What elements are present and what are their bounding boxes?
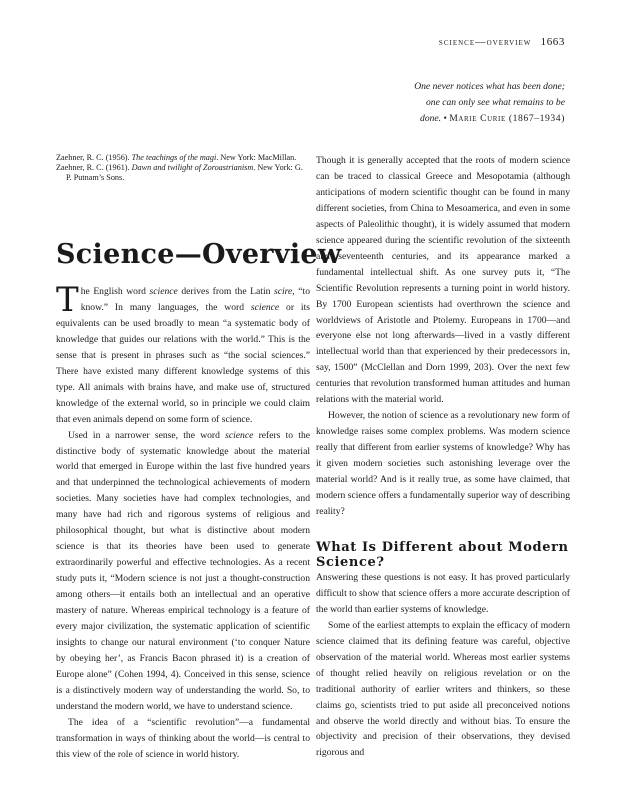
reference-list (56, 153, 310, 183)
page-number: 1663 (540, 36, 565, 48)
paragraph: Some of the earliest attempts to explain the efficacy of modern science claimed that its defining feature was careful, objective observation of the material world. Whereas most earlier systems of thought relied heavily on religious revelation or on the traditional authority of earlier writers and thinkers, so these claims go, scientists tried to put aside all preconceived notions and observe the world directly and without bias. To ensure the objectivity and precision of their observations, they devised rigorous and (316, 619, 570, 759)
reference-entry: Zaehner, R. C. (1956). The teachings of the magi. New York: MacMillan. (56, 153, 297, 162)
article-title: Science—Overview (56, 239, 342, 270)
bullet-separator: • (443, 113, 447, 124)
epigraph-author: Marie Curie (1867–1934) (449, 113, 565, 124)
paragraph: Though it is generally accepted that the roots of modern science can be traced to classical Greece and Mesopotamia (although anticipations of modern scientific thought can be found in many different societies, from China to Mesoamerica, and even in some aspects of Paleolithic thought), it is widely assumed that modern science appeared during the scientific revolution of the sixteenth and seventeenth centuries, and its appearance marked a fundamental intellectual shift. As one survey puts it, “The Scientific Revolution represents a turning point in world history. By 1700 European scientists had overthrown the science and worldviews of Aristotle and Ptolemy. Europeans in 1700—and everyone else not long afterwards—lived in a vastly different intellectual world than that experienced by their predecessors in, say, 1500” (McClellan and Dorn 1999, 203). Over the next few centuries that revolution transformed human attitudes and human relations with the material world. (316, 155, 570, 406)
left-column (56, 153, 342, 763)
drop-cap: T (56, 280, 79, 320)
running-title: science—overview (438, 37, 532, 48)
paragraph: Used in a narrower sense, the word science refers to the distinctive body of systematic knowledge about the material world that emerged in Europe within the last five hundred years and that underpinned the technological achievements of modern societies. Many societies have had complex technologies, and many have had rich and rigorous systems of religious and philosophical thought, but what is distinctive about modern science is that its theories have been used to generate extraordinarily powerful and effective technologies. As a recent study puts it, “Modern science is not just a thought-construction among others—it entails both an intellectual and an operative mastery of nature. Whereas empirical technology is a feature of every major civilization, the systematic application of scientific insights to change our natural environment (‘to conquer Nature by obeying her’, as Francis Bacon phrased it) is a creation of Europe alone” (Cohen 1994, 4). Conceived in this sense, science is a distinctively modern way of understanding the world. So, to understand the modern world, we have to understand science. (56, 429, 310, 712)
paragraph: Answering these questions is not easy. It has proved particularly difficult to show that science offers a more accurate description of the world than earlier systems of knowledge. (316, 571, 570, 615)
right-column (316, 153, 570, 761)
epigraph-attribution (265, 111, 565, 127)
paragraph: The English word science derives from the Latin scire, “to know.” In many languages, the word science or its equivalents can be used broadly to mean “a systematic body of knowledge that guides our relations with the world.” This is the sense that is present in phrases such as “the social sciences.” There have existed many different knowledge systems of this type. All animals with brains have, and make use of, structured knowledge of the external world, so in principle we could claim that even animals depend on some form of science. (56, 280, 311, 425)
section-heading: What Is Different about Modern Science? (316, 539, 569, 570)
epigraph-line: done. (420, 113, 442, 124)
paragraph: The idea of a “scientific revolution”—a fundamental transformation in ways of thinking about the world—is central to this view of the role of science in world history. (56, 716, 310, 760)
paragraph: However, the notion of science as a revolutionary new form of knowledge raises some complex problems. Was modern science really that different from earlier systems of knowledge? Why has it given modern societies such astonishing leverage over the material world? And is it really true, as some have claimed, that modern science offers a fundamentally superior way of describing reality? (316, 410, 570, 517)
epigraph (265, 79, 565, 127)
epigraph-line: one can only see what remains to be (426, 97, 565, 108)
reference-entry: Zaehner, R. C. (1961). Dawn and twilight of Zoroastrianism. New York: G. P. Putnam’s Sons. (56, 163, 303, 182)
running-header (439, 36, 565, 48)
epigraph-line: One never notices what has been done; (414, 81, 565, 92)
